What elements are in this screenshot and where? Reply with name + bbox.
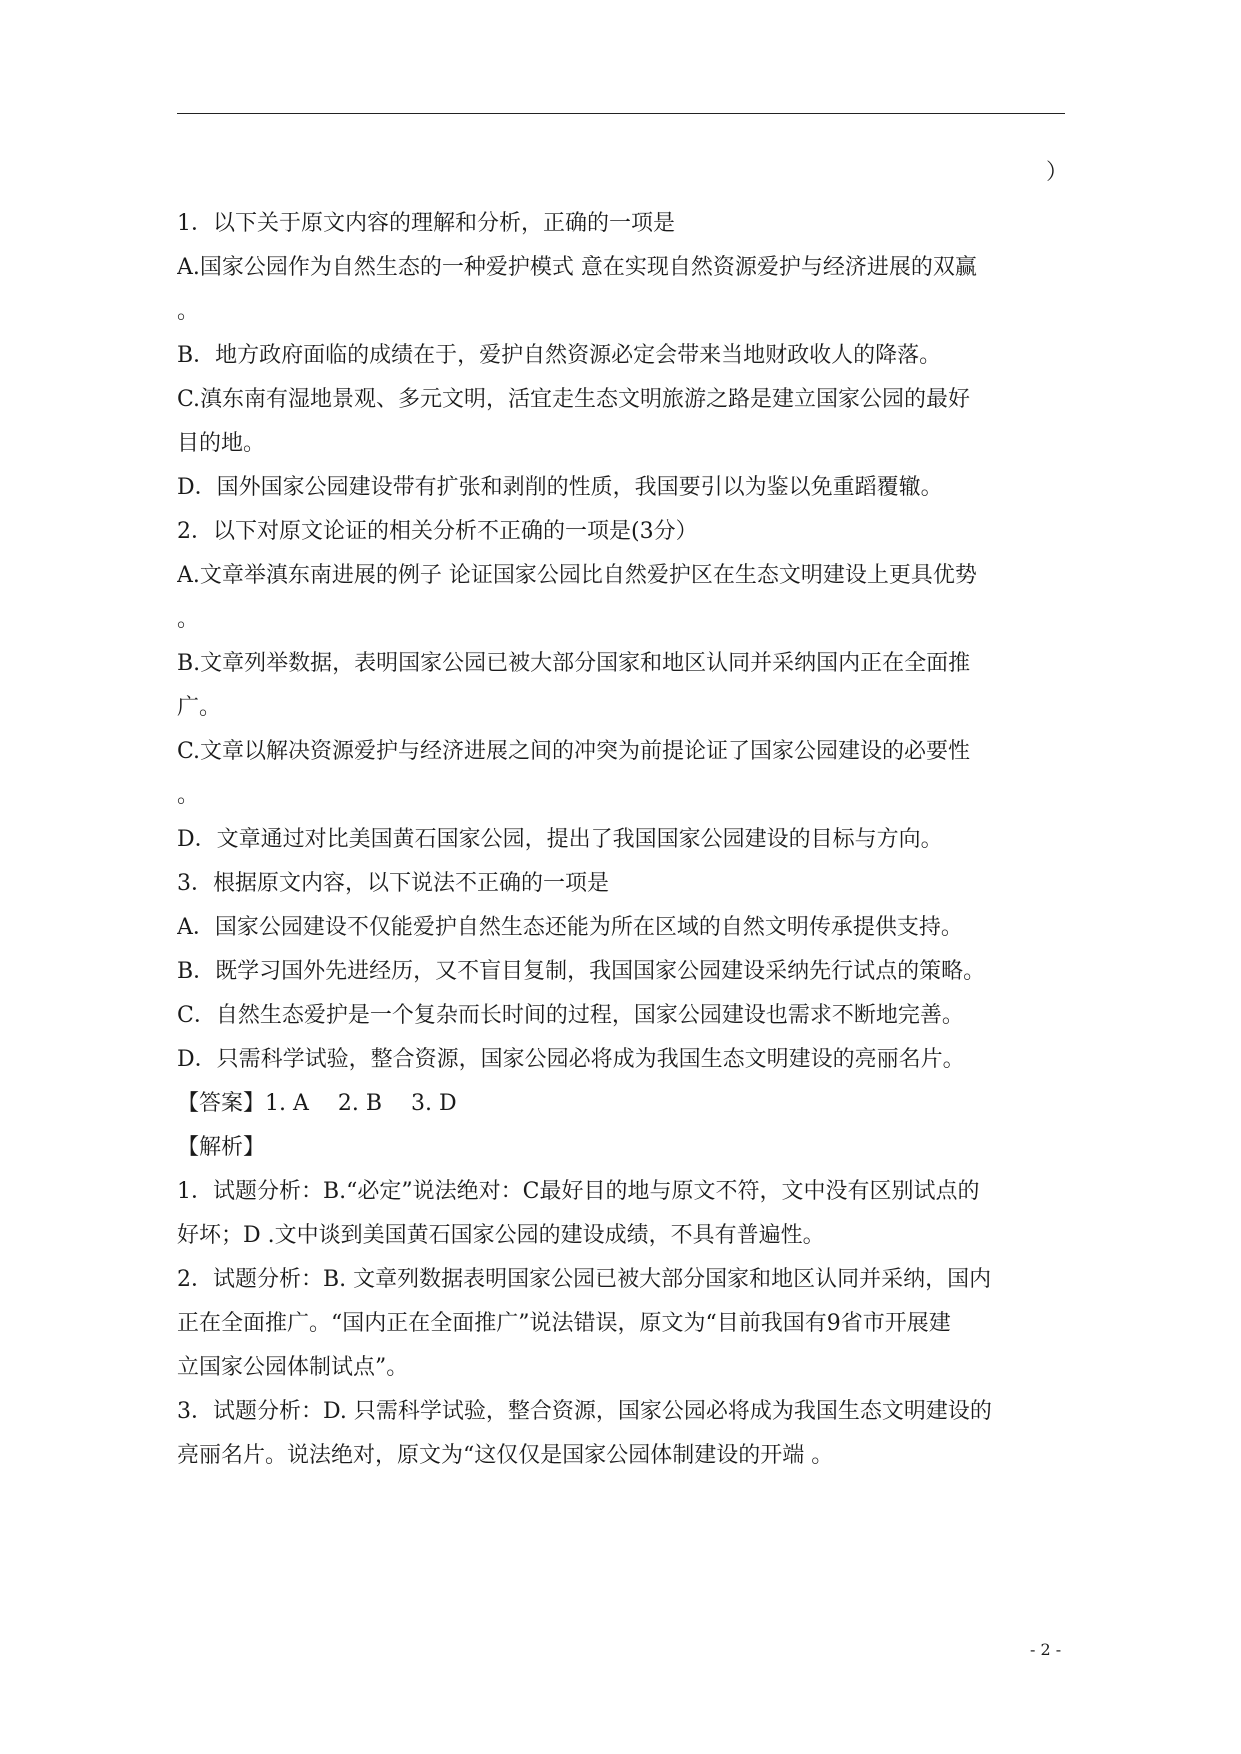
text-line: 1．试题分析：B.“必定”说法绝对：C最好目的地与原文不符，文中没有区别试点的 — [177, 1179, 980, 1204]
text-line: D．只需科学试验，整合资源，国家公园必将成为我国生态文明建设的亮丽名片。 — [177, 1047, 965, 1072]
header-rule — [177, 113, 1065, 114]
text-line: 。 — [177, 783, 200, 808]
text-line: 。 — [177, 607, 200, 632]
text-line: C．自然生态爱护是一个复杂而长时间的过程，国家公园建设也需求不断地完善。 — [177, 1003, 964, 1028]
text-line: C.文章以解决资源爱护与经济进展之间的冲突为前提论证了国家公园建设的必要性 — [177, 739, 971, 764]
text-line: B．地方政府面临的成绩在于，爱护自然资源必定会带来当地财政收人的降落。 — [177, 343, 942, 368]
text-line: D．文章通过对比美国黄石国家公园，提出了我国国家公园建设的目标与方向。 — [177, 827, 943, 852]
text-line: A.国家公园作为自然生态的一种爱护模式 意在实现自然资源爱护与经济进展的双赢 — [177, 255, 977, 280]
text-line: 广。 — [177, 695, 222, 720]
text-line: 正在全面推广。“国内正在全面推广”说法错误，原文为“目前我国有9省市开展建 — [177, 1311, 951, 1336]
analysis-heading: 【解析】 — [177, 1135, 266, 1160]
text-line: 目的地。 — [177, 431, 266, 456]
text-line: A．国家公园建设不仅能爱护自然生态还能为所在区域的自然文明传承提供支持。 — [177, 915, 963, 940]
page-number: - 2 - — [1030, 1640, 1062, 1659]
text-line: 2．以下对原文论证的相关分析不正确的一项是(3分） — [177, 519, 698, 544]
text-line: D．国外国家公园建设带有扩张和剥削的性质，我国要引以为鉴以免重蹈覆辙。 — [177, 475, 943, 500]
text-line: 3．根据原文内容，以下说法不正确的一项是 — [177, 871, 609, 896]
text-line: 1．以下关于原文内容的理解和分析，正确的一项是 — [177, 211, 675, 236]
answer-line: 【答案】1. A 2. B 3. D — [177, 1091, 457, 1116]
text-line: 。 — [177, 299, 200, 324]
body-text — [177, 206, 1089, 1482]
text-line: C.滇东南有湿地景观、多元文明，活宜走生态文明旅游之路是建立国家公园的最好 — [177, 387, 971, 412]
header-paren: ） — [1046, 160, 1069, 185]
text-line: B.文章列举数据，表明国家公园已被大部分国家和地区认同并采纳国内正在全面推 — [177, 651, 971, 676]
text-line: 立国家公园体制试点”。 — [177, 1355, 409, 1380]
text-line: 3．试题分析：D. 只需科学试验，整合资源，国家公园必将成为我国生态文明建设的 — [177, 1399, 992, 1424]
text-line: 2．试题分析：B. 文章列数据表明国家公园已被大部分国家和地区认同并采纳，国内 — [177, 1267, 992, 1292]
text-line: A.文章举滇东南进展的例子 论证国家公园比自然爱护区在生态文明建设上更具优势 — [177, 563, 977, 588]
text-line: B．既学习国外先进经历，又不盲目复制，我国国家公园建设采纳先行试点的策略。 — [177, 959, 986, 984]
text-line: 好坏；D .文中谈到美国黄石国家公园的建设成绩，不具有普遍性。 — [177, 1223, 825, 1248]
text-line: 亮丽名片。说法绝对，原文为“这仅仅是国家公园体制建设的开端 。 — [177, 1443, 834, 1468]
